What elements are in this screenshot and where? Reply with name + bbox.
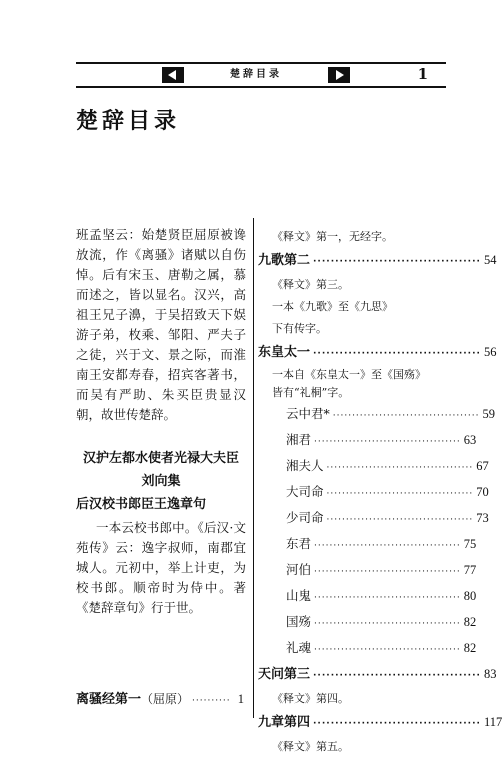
note-jiuge-2b: 下有传字。	[272, 322, 327, 335]
toc-entry-page: 54	[483, 253, 497, 267]
toc-subentry-title: 湘夫人	[286, 458, 324, 473]
running-header	[76, 62, 446, 88]
running-title: 楚辞目录	[184, 67, 328, 83]
leader-dots: ······································	[326, 515, 474, 525]
author1-line1: 汉护左都水使者光禄大夫臣	[82, 451, 239, 466]
leader-dots: ······································	[313, 257, 481, 267]
note-tianwen: 《释文》第四。	[272, 692, 349, 705]
toc-subentry-title: 大司命	[286, 484, 324, 499]
toc-entry-taiyi[interactable]	[258, 340, 497, 366]
toc-subentry[interactable]	[258, 532, 477, 558]
jiuge-subentries	[258, 402, 495, 662]
leader-dots: ······································	[326, 463, 474, 473]
toc-entry-title: 九歌第二	[258, 253, 311, 268]
leader-dots: ······································	[314, 437, 461, 447]
toc-subentry-page: 67	[476, 459, 489, 473]
note-jiuge-1: 《释文》第三。	[272, 278, 349, 291]
author1-line2: 刘向集	[141, 474, 181, 489]
toc-entry-title: 天问第三	[258, 667, 311, 682]
toc-subentry-page: 59	[482, 407, 495, 421]
toc-subentry-title: 湘君	[286, 432, 312, 447]
note-lisao: 《释文》第一，无经字。	[272, 230, 393, 243]
toc-entry-title: 离骚经第一	[76, 692, 142, 707]
toc-subentry-page: 70	[476, 485, 489, 499]
leader-dots: ······································	[313, 719, 481, 729]
toc-subentry[interactable]	[258, 428, 477, 454]
toc-entry-page: 56	[483, 345, 497, 359]
toc-subentry-title: 山鬼	[286, 588, 312, 603]
toc-entry-author: （屈原）	[141, 692, 190, 706]
toc-subentry-page: 80	[463, 589, 477, 603]
toc-subentry-title: 东君	[286, 536, 312, 551]
toc-subentry-page: 82	[463, 641, 477, 655]
toc-entry-tianwen[interactable]	[258, 662, 497, 688]
leader-dots: ······································	[314, 645, 461, 655]
toc-entry-page: 1	[237, 692, 244, 706]
toc-subentry-page: 63	[463, 433, 477, 447]
right-triangle-icon	[336, 70, 344, 80]
toc-subentry[interactable]	[258, 636, 477, 662]
toc-subentry[interactable]	[258, 454, 489, 480]
leader-dots: ······································	[314, 593, 461, 603]
leader-dots: ··········	[192, 696, 231, 706]
leader-dots: ······································	[326, 489, 474, 499]
toc-subentry-title: 云中君*	[286, 406, 330, 421]
toc-entry-lisao[interactable]	[76, 688, 244, 707]
leader-dots: ······································	[313, 349, 481, 359]
note-jiuzhang: 《释文》第五。	[272, 740, 349, 753]
intro-paragraph: 班孟坚云：始楚贤臣屈原被谗放流，作《离骚》诸赋以自伤悼。后有宋玉、唐勒之属，慕而述之，皆以显名。汉兴，高祖王兄子濞，于吴招致天下娱游子弟，枚乘、邹阳、严夫子之徒，兴于文、景之际，而淮南王安都寿春，招宾客著书，而吴有严助、朱买臣贵显汉朝，故世传楚辞。	[76, 227, 246, 422]
page-title: 楚辞目录	[76, 108, 181, 134]
toc-subentry[interactable]	[258, 610, 477, 636]
toc-subentry[interactable]	[258, 584, 477, 610]
leader-dots: ······································	[332, 411, 480, 421]
toc-entry-jiuge[interactable]	[258, 248, 497, 274]
toc-entry-jiuzhang[interactable]	[258, 710, 503, 736]
toc-subentry[interactable]	[258, 480, 489, 506]
header-rule-bottom	[76, 86, 446, 88]
toc-subentry-title: 礼魂	[286, 640, 312, 655]
toc-subentry-title: 河伯	[286, 562, 312, 577]
left-column	[76, 225, 246, 618]
toc-entry-title: 九章第四	[258, 715, 311, 730]
toc-subentry[interactable]	[258, 558, 477, 584]
author2-heading: 后汉校书郎臣王逸章句	[76, 497, 207, 512]
toc-entry-page: 117	[483, 715, 503, 729]
toc-subentry-page: 77	[463, 563, 477, 577]
toc-subentry-page: 75	[463, 537, 477, 551]
right-column	[258, 226, 503, 758]
toc-subentry-title: 少司命	[286, 510, 324, 525]
note-taiyi: 一本自《东皇太一》至《国殇》皆有“礼桐”字。	[272, 368, 426, 399]
leader-dots: ······································	[314, 541, 461, 551]
header-rule-top	[76, 62, 446, 64]
toc-subentry[interactable]	[258, 506, 489, 532]
toc-subentry-page: 73	[476, 511, 489, 525]
column-divider	[253, 218, 254, 718]
note-jiuge-2a: 一本《九歌》至《九思》	[272, 300, 393, 313]
page-number: 1	[417, 65, 428, 83]
toc-subentry-page: 82	[463, 615, 477, 629]
author2-note: 一本云校书郎中。《后汉·文苑传》云：逸字叔师，南郡宜城人。元初中，举上计吏，为校书郎。顺帝时为侍中。著《楚辞章句》行于世。	[76, 520, 246, 615]
toc-subentry[interactable]	[258, 402, 495, 428]
toc-entry-page: 83	[483, 667, 497, 681]
toc-entry-title: 东皇太一	[258, 345, 311, 360]
leader-dots: ······································	[314, 567, 461, 577]
toc-subentry-title: 国殇	[286, 614, 312, 629]
leader-dots: ······································	[313, 671, 481, 681]
left-triangle-icon	[168, 70, 176, 80]
header-band	[162, 67, 350, 83]
leader-dots: ······································	[314, 619, 461, 629]
